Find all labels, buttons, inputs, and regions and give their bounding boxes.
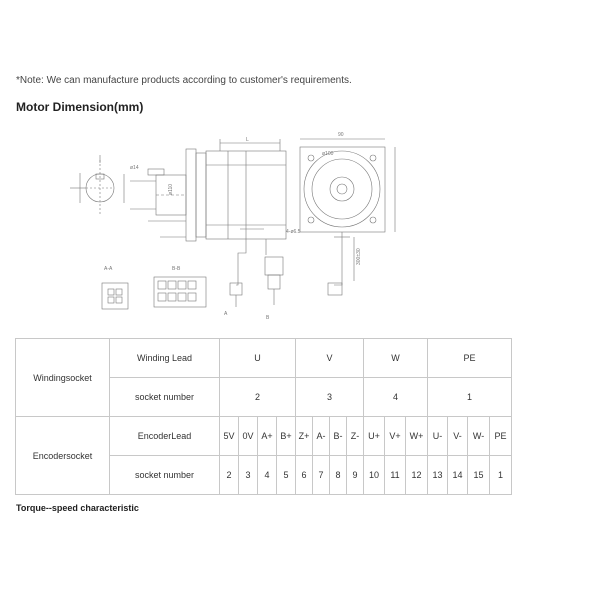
label-shaft-dia: ø14 <box>130 165 139 171</box>
winding-lead-cell: W <box>364 339 428 378</box>
winding-socket-cell: 2 <box>220 378 296 417</box>
encoder-lead-label: EncoderLead <box>110 417 220 456</box>
label-cable-length: 300±30 <box>356 248 362 265</box>
encoder-socket-cell: 7 <box>313 456 330 495</box>
label-flange-dia: ø110 <box>168 183 174 195</box>
encoder-lead-cell: V- <box>448 417 468 456</box>
winding-socket-cell: 4 <box>364 378 428 417</box>
encoder-socket-number-label: socket number <box>110 456 220 495</box>
encoder-socket-cell: 5 <box>277 456 296 495</box>
encoder-lead-cell: B+ <box>277 417 296 456</box>
encoder-socket-cell: 13 <box>428 456 448 495</box>
table-row <box>16 339 512 378</box>
encoder-lead-cell: A- <box>313 417 330 456</box>
label-square: 90 <box>338 132 344 138</box>
label-arrow-a: A <box>224 311 228 317</box>
encoder-lead-cell: Z- <box>347 417 364 456</box>
wiring-table <box>15 338 512 495</box>
encoder-socket-cell: 9 <box>347 456 364 495</box>
winding-socket-cell: 1 <box>428 378 512 417</box>
encoder-socket-cell: 14 <box>448 456 468 495</box>
section-heading-motor-dimension: Motor Dimension(mm) <box>16 100 144 114</box>
label-arrow-b: B <box>266 315 270 321</box>
winding-socket-number-label: socket number <box>110 378 220 417</box>
plug-a-view <box>102 283 128 309</box>
encoder-socket-cell: 10 <box>364 456 385 495</box>
winding-socket-label: Windingsocket <box>16 339 110 417</box>
note-text: *Note: We can manufacture products according to customer's requirements. <box>16 75 352 86</box>
encoder-socket-cell: 15 <box>468 456 490 495</box>
encoder-lead-cell: B- <box>330 417 347 456</box>
encoder-lead-cell: V+ <box>385 417 406 456</box>
encoder-socket-cell: 6 <box>296 456 313 495</box>
plug-b-view <box>154 277 206 307</box>
encoder-lead-cell: A+ <box>258 417 277 456</box>
flange-outline <box>186 149 196 241</box>
connector-b <box>265 257 283 275</box>
encoder-lead-cell: Z+ <box>296 417 313 456</box>
encoder-socket-cell: 8 <box>330 456 347 495</box>
label-plug-b: B-B <box>172 266 181 272</box>
encoder-socket-cell: 11 <box>385 456 406 495</box>
table-row <box>16 417 512 456</box>
encoder-socket-cell: 12 <box>406 456 428 495</box>
winding-socket-cell: 3 <box>296 378 364 417</box>
label-holes: 4-ø6.5 <box>286 229 301 235</box>
winding-lead-cell: PE <box>428 339 512 378</box>
label-length: L <box>246 137 249 143</box>
encoder-socket-label: Encodersocket <box>16 417 110 495</box>
encoder-lead-cell: 5V <box>220 417 239 456</box>
encoder-lead-cell: PE <box>490 417 512 456</box>
encoder-socket-cell: 4 <box>258 456 277 495</box>
label-plug-a: A-A <box>104 266 113 272</box>
encoder-socket-cell: 1 <box>490 456 512 495</box>
encoder-socket-cell: 3 <box>239 456 258 495</box>
section-heading-torque-speed: Torque--speed characteristic <box>16 503 139 513</box>
winding-lead-cell: V <box>296 339 364 378</box>
winding-lead-label: Winding Lead <box>110 339 220 378</box>
encoder-lead-cell: W- <box>468 417 490 456</box>
encoder-lead-cell: U- <box>428 417 448 456</box>
motor-dimension-drawing <box>60 125 420 330</box>
encoder-socket-cell: 2 <box>220 456 239 495</box>
winding-lead-cell: U <box>220 339 296 378</box>
encoder-lead-cell: W+ <box>406 417 428 456</box>
label-pcd: ø100 <box>322 151 334 157</box>
encoder-lead-cell: 0V <box>239 417 258 456</box>
encoder-lead-cell: U+ <box>364 417 385 456</box>
